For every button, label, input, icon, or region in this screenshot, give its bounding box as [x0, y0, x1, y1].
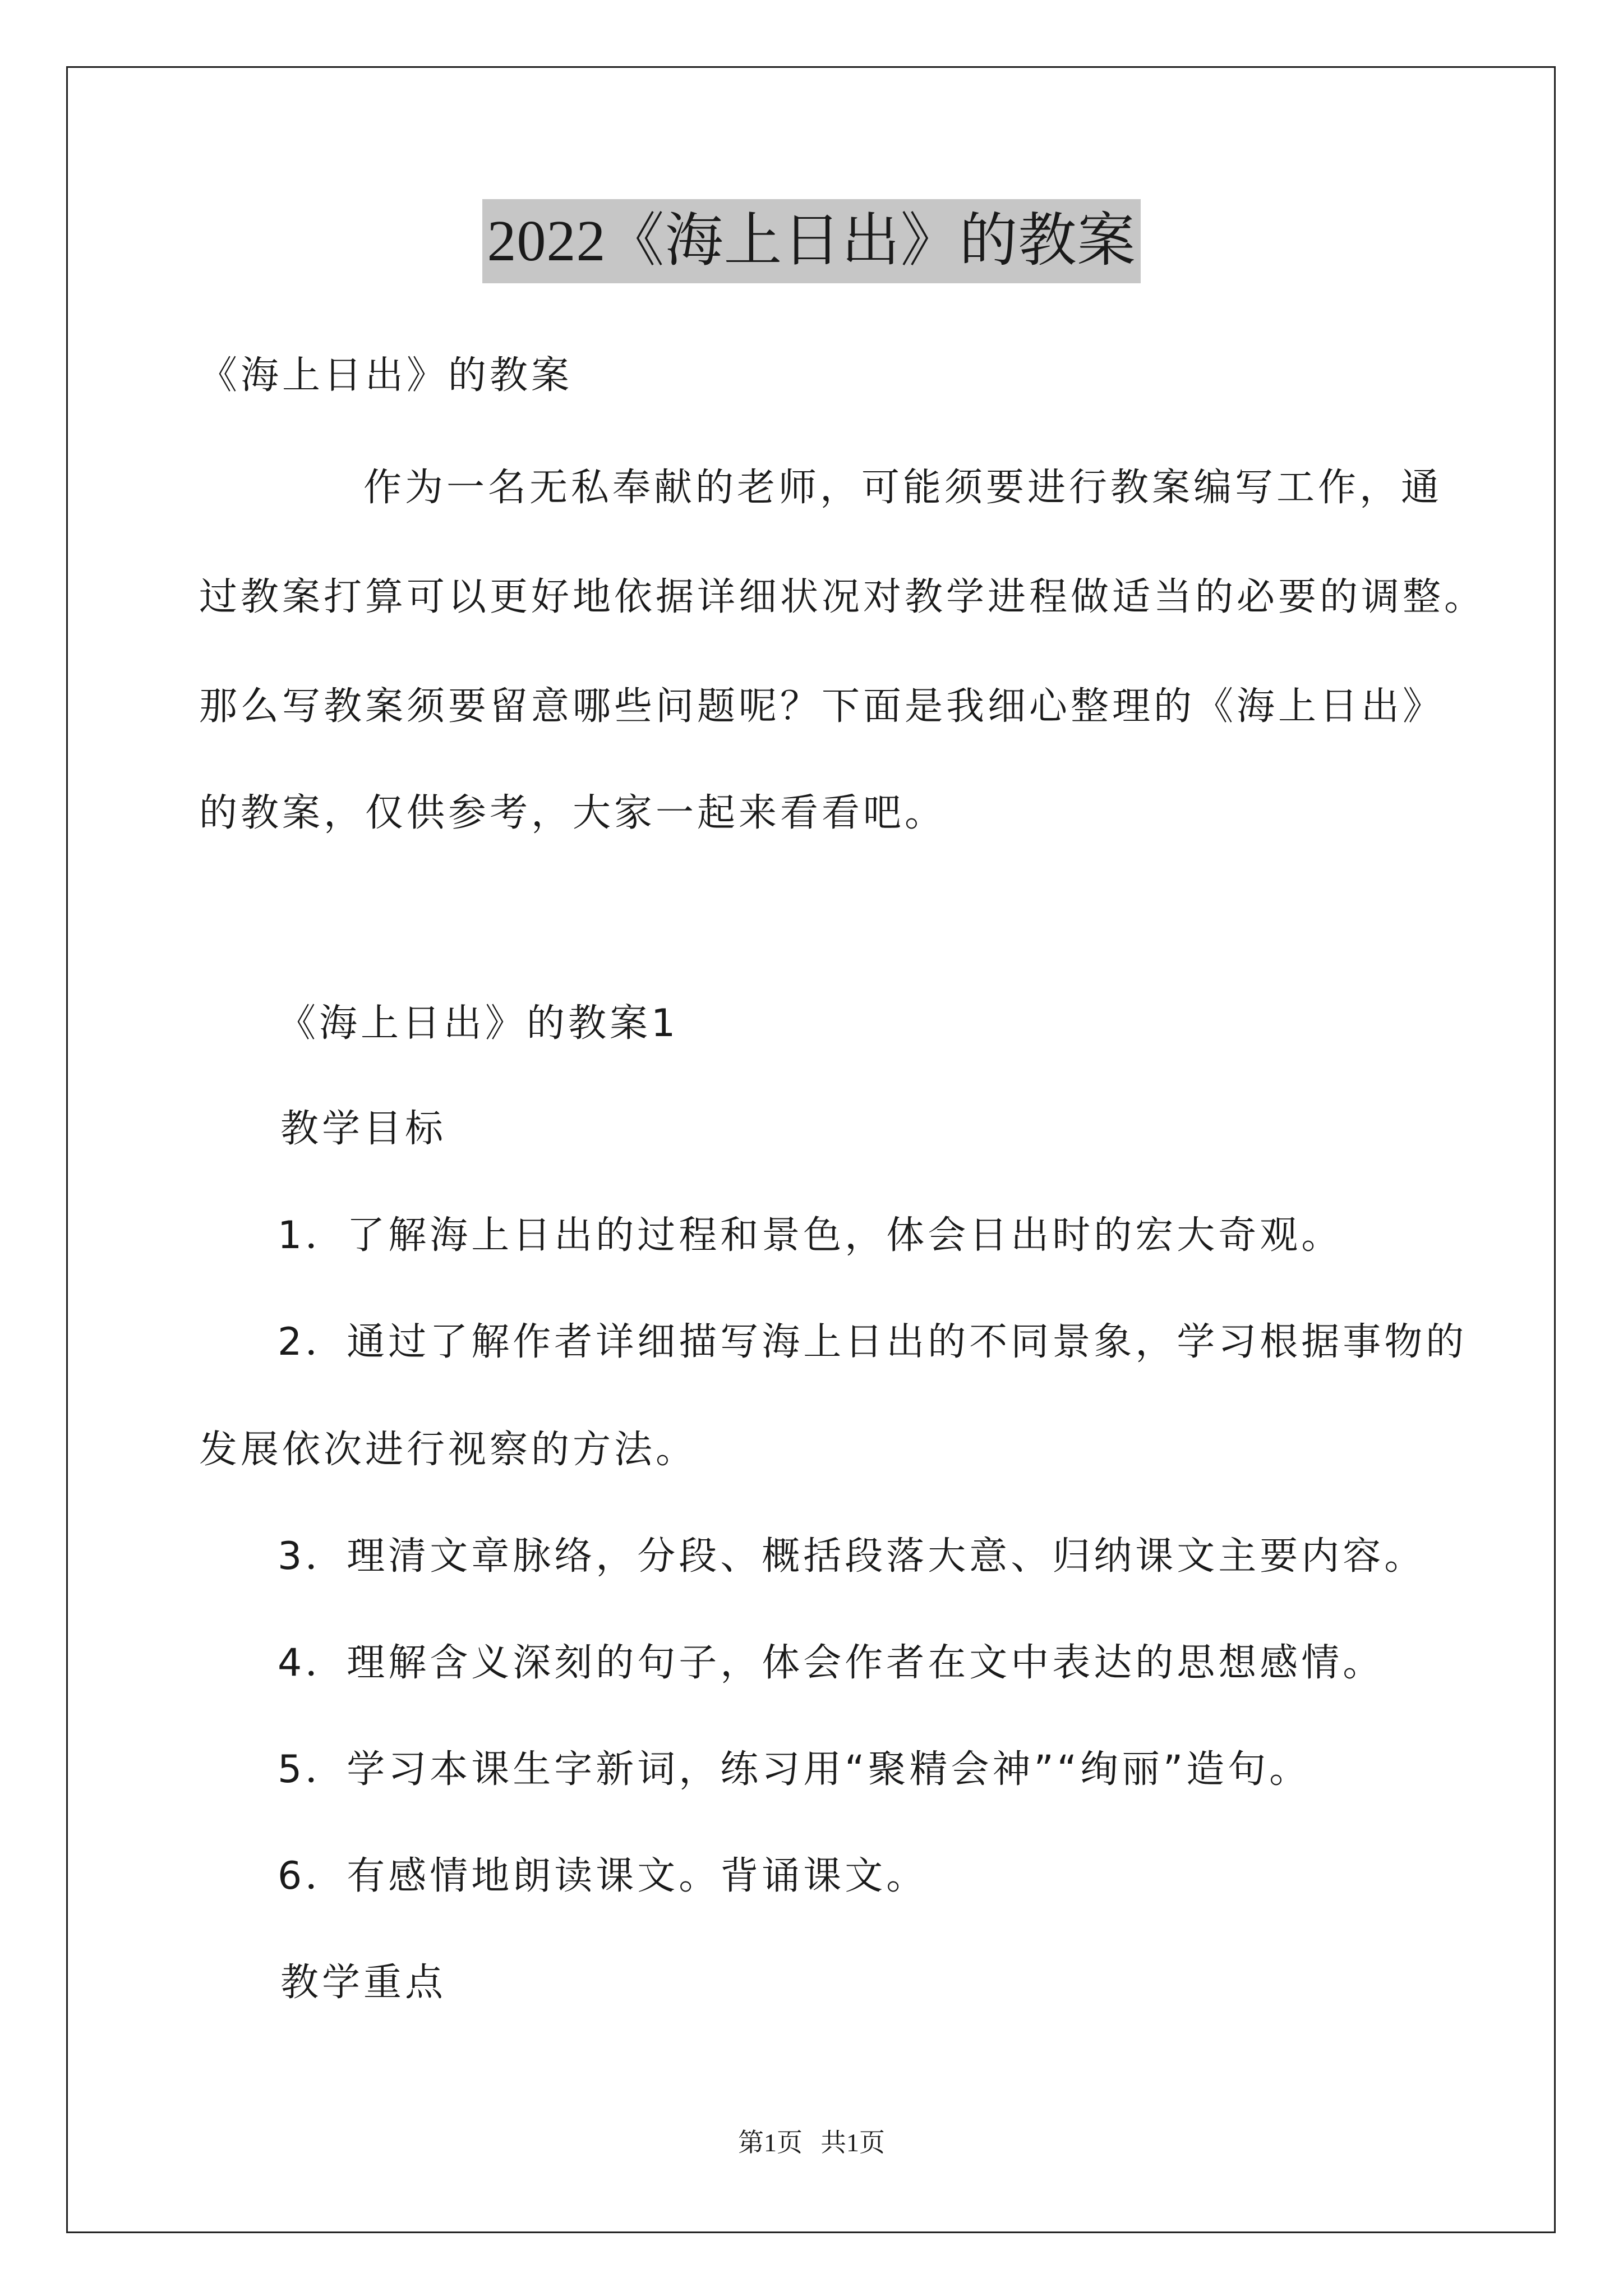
- document-subtitle: 《海上日出》的教案: [199, 353, 573, 398]
- objective-4: 4．理解含义深刻的句子，体会作者在文中表达的思想感情。: [278, 1641, 1385, 1685]
- page-footer: [0, 2126, 1623, 2160]
- objective-5: 5．学习本课生字新词，练习用“聚精会神”“绚丽”造句。: [278, 1747, 1311, 1792]
- page-number-current: 第1页: [738, 2128, 803, 2157]
- objective-3: 3．理清文章脉络，分段、概括段落大意、归纳课文主要内容。: [278, 1534, 1426, 1579]
- objective-1: 1．了解海上日出的过程和景色，体会日出时的宏大奇观。: [278, 1213, 1343, 1258]
- document-title: 2022《海上日出》的教案: [482, 199, 1140, 283]
- objective-6: 6．有感情地朗读课文。背诵课文。: [278, 1854, 928, 1898]
- key-points-heading: 教学重点: [280, 1961, 447, 2005]
- intro-line-1: 作为一名无私奉献的老师，可能须要进行教案编写工作，通: [363, 466, 1443, 510]
- title-wrapper: [0, 199, 1623, 283]
- objective-2: 2．通过了解作者详细描写海上日出的不同景象，学习根据事物的: [278, 1320, 1468, 1364]
- objectives-heading: 教学目标: [280, 1107, 447, 1151]
- section-heading: 《海上日出》的教案1: [278, 1001, 679, 1046]
- intro-line-3: 那么写教案须要留意哪些问题呢？下面是我细心整理的《海上日出》: [199, 684, 1445, 729]
- objective-2-continued: 发展依次进行视察的方法。: [199, 1428, 698, 1472]
- page-number-total: 共1页: [820, 2128, 885, 2157]
- intro-line-2: 过教案打算可以更好地依据详细状况对教学进程做适当的必要的调整。: [199, 575, 1486, 619]
- intro-line-4: 的教案，仅供参考，大家一起来看看吧。: [199, 791, 947, 835]
